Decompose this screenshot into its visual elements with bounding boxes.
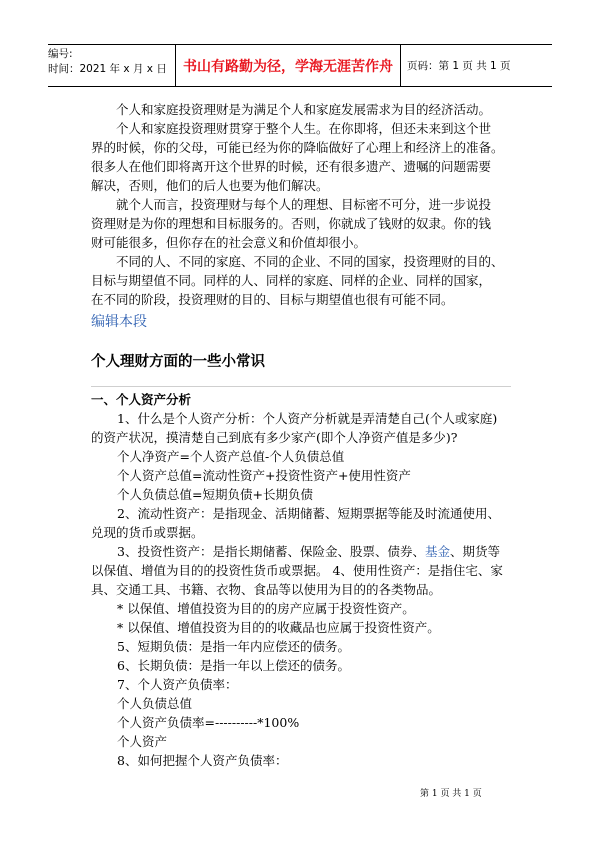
edit-section-link[interactable]: 编辑本段 [91,314,147,330]
note-item: * 以保值、增值投资为目的的房产应属于投资性资产。 [117,601,415,616]
list-item [91,542,511,561]
fund-link[interactable]: 基金 [424,544,450,559]
paragraph: 个人和家庭投资理财是为满足个人和家庭发展需求为目的经济活动。 [116,102,492,117]
formula-line: 个人净资产=个人资产总值-个人负债总值 [117,449,345,464]
formula-line: 个人负债总值=短期负债+长期负债 [117,487,313,502]
item-text: 3、投资性资产：是指长期储蓄、保险金、股票、债券、 [117,544,425,559]
paragraph: 目标与期望值不同。同样的人、同样的家庭、同样的企业、同样的国家， [91,273,492,288]
list-item: 1、什么是个人资产分析：个人资产分析就是弄清楚自己(个人或家庭) [117,411,498,426]
list-item: 2、流动性资产：是指现金、活期储蓄、短期票据等能及时流通使用、 [117,506,500,521]
paragraph: 个人和家庭投资理财贯穿于整个人生。在你即将，但还未来到这个世 [116,121,492,136]
page-footer: 第 1 页 共 1 页 [420,789,482,799]
paragraph: 很多人在他们即将离开这个世界的时候，还有很多遗产、遗嘱的问题需要 [91,159,492,174]
note-item: * 以保值、增值投资为目的的收藏品也应属于投资性资产。 [117,620,440,635]
page-header [48,44,552,87]
paragraph: 不同的人、不同的家庭、不同的企业、不同的国家，投资理财的目的、 [116,254,504,269]
list-item: 7、个人资产负债率： [117,677,238,692]
list-item: 以保值、增值为目的的投资性货币或票据。 4、使用性资产：是指住宅、家 [91,563,503,578]
list-item: 5、短期负债：是指一年内应偿还的债务。 [117,639,350,654]
paragraph: 资理财是为你的理想和目标服务的。否则，你就成了钱财的奴隶。你的钱 [91,216,492,231]
formula-line: 个人资产总值=流动性资产+投资性资产+使用性资产 [117,468,411,483]
subsection-title: 一、个人资产分析 [91,392,192,407]
list-item: 的资产状况，摸清楚自己到底有多少家产(即个人净资产值是多少)? [91,430,458,445]
header-left [48,45,175,86]
header-motto: 书山有路勤为径，学海无涯苦作舟 [175,45,401,86]
list-item: 6、长期负债：是指一年以上偿还的债务。 [117,658,350,673]
paragraph: 在不同的阶段，投资理财的目的、目标与期望值也很有可能不同。 [91,292,454,307]
document-body [91,100,511,770]
time-label: 时间：2021 年 x 月 x 日 [48,63,167,75]
formula-text: 个人资产负债率=----------*100% [117,715,300,730]
formula-line: 个人负债总值 [117,696,193,711]
list-item: 8、如何把握个人资产负债率： [117,753,288,768]
formula-line [91,713,511,732]
list-item: 具、交通工具、书籍、衣物、食品等以使用为目的的各类物品。 [91,582,442,597]
paragraph: 财可能很多，但你存在的社会意义和价值却很小。 [91,235,367,250]
item-text: 、期货等 [449,544,500,559]
paragraph: 就个人而言，投资理财与每个人的理想、目标密不可分，进一步说投 [116,197,492,212]
formula-line: 个人资产 [117,734,168,749]
paragraph: 解决，否则，他们的后人也要为他们解决。 [91,178,329,193]
header-page-info: 页码：第 1 页 共 1 页 [407,60,511,72]
list-item: 兑现的货币或票据。 [91,525,204,540]
number-label: 编号: [48,48,73,60]
paragraph: 界的时候，你的父母，可能已经为你的降临做好了心理上和经济上的准备。 [91,140,504,155]
section-title: 个人理财方面的一些小常识 [91,352,511,387]
